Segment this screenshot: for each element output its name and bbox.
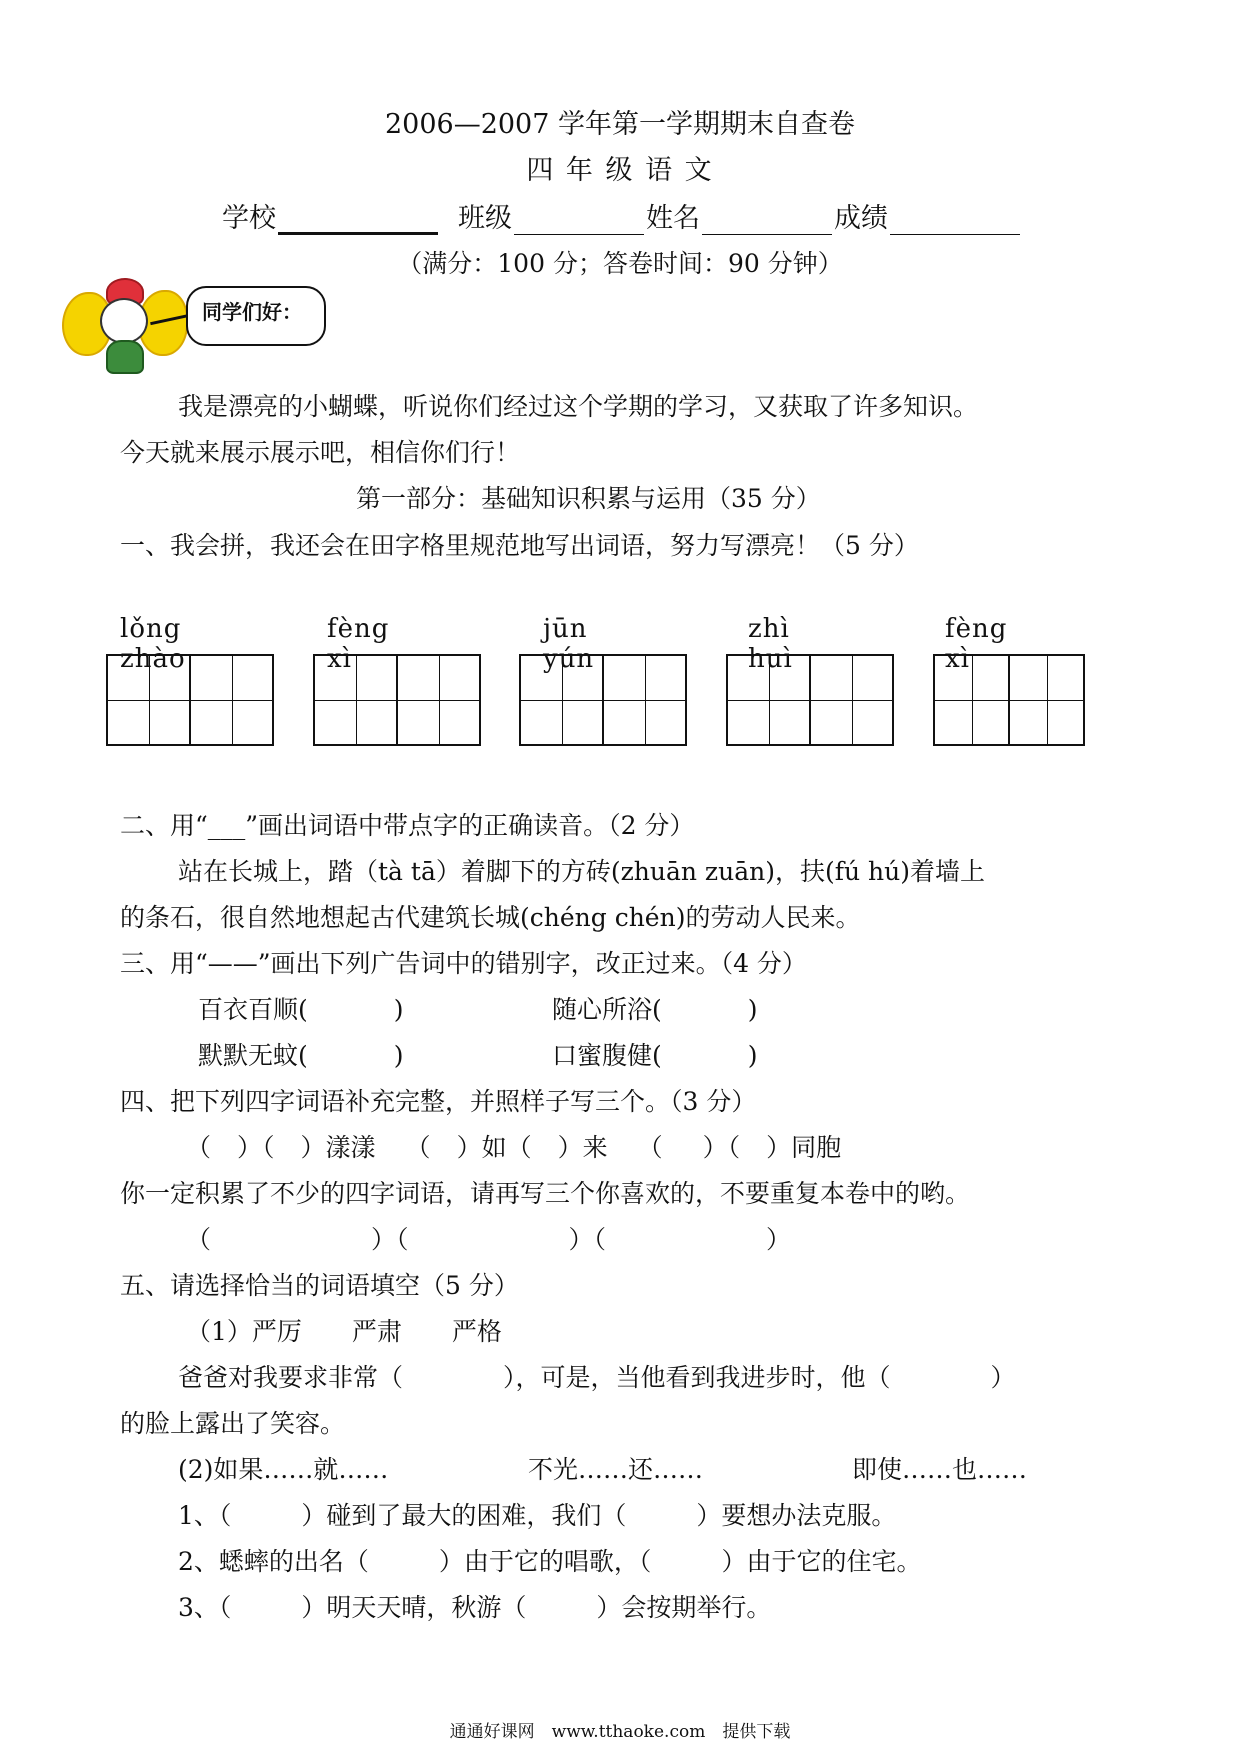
- tianzige-grid[interactable]: [106, 654, 274, 746]
- q4-word-part: ）漾漾: [300, 1133, 376, 1162]
- exam-subtitle: 四 年 级 语 文: [526, 155, 714, 186]
- q3-close-paren: ): [747, 1041, 758, 1070]
- q3-item: [198, 990, 404, 1026]
- q4-paren: （: [405, 1133, 431, 1162]
- q4-paren: ）（: [237, 1133, 275, 1162]
- q1-title: 一、我会拼，我还会在田字格里规范地写出词语，努力写漂亮！（5 分）: [120, 531, 919, 560]
- q5-text: 2、蟋蟀的出名（: [178, 1547, 369, 1576]
- q4-free-answer[interactable]: [606, 1225, 766, 1254]
- greeting-line-2: 今天就来展示展示吧，相信你们行！: [120, 438, 521, 467]
- q2-line-2: 的条石，很自然地想起古代建筑长城(chéng chén)的劳动人民来。: [120, 903, 861, 932]
- q4-word-part: ）同胞: [766, 1133, 842, 1162]
- pinyin-label: fèng xì: [327, 614, 390, 674]
- q5-blank[interactable]: [626, 1501, 696, 1530]
- q4-word-part: ）来: [557, 1133, 608, 1162]
- q2-line-1: 站在长城上，踏（tà tā）着脚下的方砖(zhuān zuān)，扶(fú hú)着墙上: [178, 857, 985, 886]
- class-label: 班级: [458, 203, 512, 234]
- score-field[interactable]: [890, 206, 1020, 235]
- q3-close-paren: ): [747, 995, 758, 1024]
- q4-blank[interactable]: [532, 1133, 558, 1162]
- q5-sentence-2: [178, 1542, 921, 1578]
- q5-text: ）明天天晴，秋游（: [301, 1593, 527, 1622]
- q3-close-paren: ): [393, 1041, 404, 1070]
- q5-sub1-options: （1）严厉 严肃 严格: [186, 1317, 502, 1346]
- q5-sub2-option: (2)如果……就……: [178, 1455, 389, 1484]
- pinyin-label: lǒng zhào: [120, 614, 186, 674]
- q3-answer-field[interactable]: [308, 1041, 394, 1070]
- q5-text: 3、（: [178, 1593, 232, 1622]
- q4-free-row: [186, 1220, 791, 1256]
- school-field[interactable]: [278, 204, 438, 235]
- q5-sub1-line-2: 的脸上露出了笑容。: [120, 1409, 346, 1438]
- q5-blank[interactable]: [403, 1363, 503, 1392]
- q4-fill-row: [186, 1128, 841, 1164]
- q5-blank[interactable]: [651, 1547, 721, 1576]
- name-field[interactable]: [702, 206, 832, 235]
- q3-item: [552, 990, 758, 1026]
- q5-sub1-line-1: [178, 1358, 1016, 1394]
- q4-prompt: 你一定积累了不少的四字词语，请再写三个你喜欢的，不要重复本卷中的哟。: [120, 1179, 971, 1208]
- q4-paren: ）（: [702, 1133, 741, 1162]
- q3-answer-field[interactable]: [662, 1041, 748, 1070]
- part1-title: 第一部分：基础知识积累与运用（35 分）: [356, 484, 821, 513]
- class-field[interactable]: [514, 206, 644, 235]
- pinyin-label: zhì huì: [748, 614, 793, 674]
- q5-blank[interactable]: [231, 1501, 301, 1530]
- q5-text: ）碰到了最大的困难，我们（: [301, 1501, 627, 1530]
- q4-free-answer[interactable]: [211, 1225, 371, 1254]
- tianzige-grid[interactable]: [726, 654, 894, 746]
- q5-text: ）由于它的唱歌，（: [438, 1547, 652, 1576]
- q4-paren: ）: [766, 1225, 792, 1254]
- q4-blank[interactable]: [663, 1133, 703, 1162]
- q5-title: 五、请选择恰当的词语填空（5 分）: [120, 1271, 519, 1300]
- tianzige-grid[interactable]: [519, 654, 687, 746]
- q4-paren: （: [186, 1225, 212, 1254]
- q3-item-text: 口蜜腹健(: [552, 1041, 662, 1070]
- q5-text: ）要想办法克服。: [696, 1501, 897, 1530]
- tianzige-grid[interactable]: [933, 654, 1085, 746]
- name-label: 姓名: [646, 203, 700, 234]
- student-info-row: [0, 196, 1240, 235]
- q4-paren: （: [637, 1133, 663, 1162]
- pinyin-label: jūn yún: [543, 614, 595, 674]
- q5-blank[interactable]: [891, 1363, 991, 1392]
- q4-paren: （: [186, 1133, 212, 1162]
- q3-title: 三、用“——”画出下列广告词中的错别字，改正过来。（4 分）: [120, 949, 807, 978]
- q4-blank[interactable]: [740, 1133, 766, 1162]
- q5-text: ）由于它的住宅。: [721, 1547, 922, 1576]
- q4-paren: ）（: [568, 1225, 607, 1254]
- q3-item: [198, 1036, 404, 1072]
- exam-title: 2006—2007 学年第一学期期末自查卷: [384, 109, 855, 140]
- exam-note: （满分：100 分；答卷时间：90 分钟）: [397, 249, 843, 278]
- q4-blank[interactable]: [211, 1133, 237, 1162]
- q3-close-paren: ): [393, 995, 404, 1024]
- speech-bubble: 同学们好：: [186, 286, 326, 346]
- q5-text: ）: [990, 1363, 1016, 1392]
- q3-item: [552, 1036, 758, 1072]
- q2-title: 二、用“___”画出词语中带点字的正确读音。（2 分）: [120, 811, 695, 840]
- q3-answer-field[interactable]: [662, 995, 748, 1024]
- q4-free-answer[interactable]: [409, 1225, 569, 1254]
- q3-item-text: 百衣百顺(: [198, 995, 308, 1024]
- school-label: 学校: [222, 203, 276, 234]
- q5-text: ），可是，当他看到我进步时，他（: [503, 1363, 891, 1392]
- q5-text: 爸爸对我要求非常（: [178, 1363, 404, 1392]
- q4-blank[interactable]: [431, 1133, 457, 1162]
- tianzige-grid[interactable]: [313, 654, 481, 746]
- q4-word-part: ）如（: [456, 1133, 532, 1162]
- q5-blank[interactable]: [231, 1593, 301, 1622]
- butterfly-mascot-icon: [62, 270, 182, 380]
- q5-blank[interactable]: [526, 1593, 596, 1622]
- q3-item-text: 随心所浴(: [552, 995, 662, 1024]
- q4-blank[interactable]: [275, 1133, 301, 1162]
- q5-sentence-3: [178, 1588, 771, 1624]
- q3-answer-field[interactable]: [308, 995, 394, 1024]
- q5-sentence-1: [178, 1496, 896, 1532]
- pinyin-label: fèng xì: [945, 614, 1008, 674]
- q5-text: ）会按期举行。: [596, 1593, 772, 1622]
- q4-title: 四、把下列四字词语补充完整，并照样子写三个。（3 分）: [120, 1087, 757, 1116]
- q5-text: 1、（: [178, 1501, 232, 1530]
- q5-sub2-option: 即使……也……: [852, 1455, 1028, 1484]
- footer-source: 通通好课网 www.tthaoke.com 提供下载: [449, 1722, 791, 1742]
- q4-paren: ）（: [371, 1225, 409, 1254]
- greeting-line-1: 我是漂亮的小蝴蝶，听说你们经过这个学期的学习，又获取了许多知识。: [178, 392, 979, 421]
- q5-sub2-option: 不光……还……: [528, 1455, 704, 1484]
- q3-item-text: 默默无蚊(: [198, 1041, 308, 1070]
- q5-blank[interactable]: [369, 1547, 439, 1576]
- score-label: 成绩: [834, 203, 888, 234]
